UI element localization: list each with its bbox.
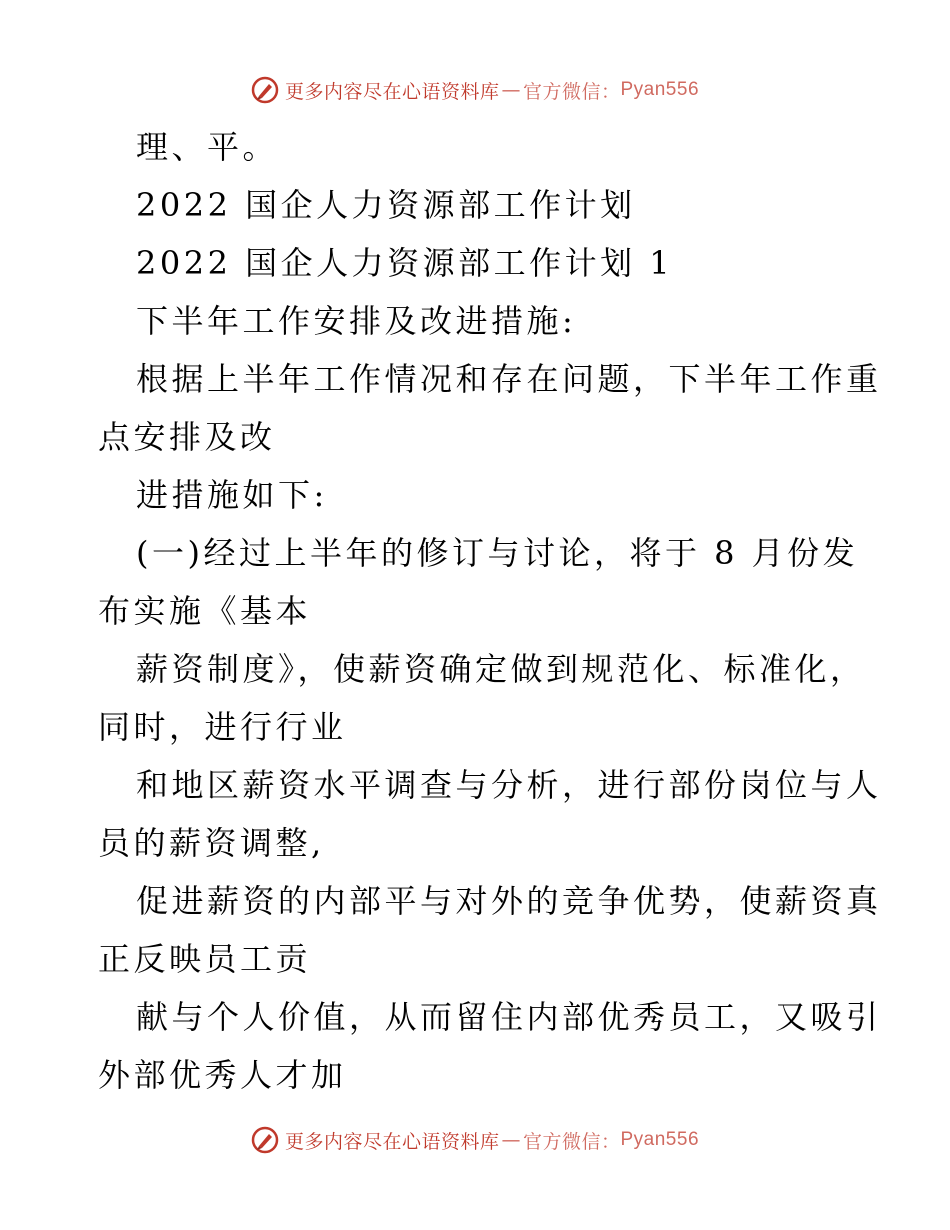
text-line-10: 薪资制度》，使薪资确定做到规范化、标准化， bbox=[136, 650, 866, 688]
text-line-6: 点安排及改 bbox=[98, 418, 276, 456]
text-line-4: 下半年工作安排及改进措施: bbox=[136, 302, 577, 340]
text-line-11: 同时，进行行业 bbox=[98, 708, 347, 746]
document-body bbox=[98, 118, 882, 1104]
watermark-wechat-label: 官方微信： bbox=[522, 80, 621, 103]
watermark-site-name: 更多内容尽在心语资料库 bbox=[284, 1130, 500, 1153]
watermark-wechat-label: 官方微信： bbox=[522, 1130, 621, 1153]
pen-logo-icon bbox=[251, 1126, 279, 1154]
footer-watermark bbox=[0, 1120, 950, 1160]
text-line-8: (一)经过上半年的修订与讨论，将于 8 月份发 bbox=[136, 534, 859, 572]
text-line-3: 2022 国企人力资源部工作计划 1 bbox=[136, 244, 674, 282]
text-line-7: 进措施如下: bbox=[136, 476, 328, 514]
text-line-5: 根据上半年工作情况和存在问题，下半年工作重 bbox=[136, 360, 882, 398]
text-line-17: 外部优秀人才加 bbox=[98, 1056, 347, 1094]
header-watermark bbox=[0, 70, 950, 110]
watermark-dash: — bbox=[501, 79, 521, 101]
watermark-wechat-id: Pyan556 bbox=[620, 1129, 700, 1150]
text-line-15: 正反映员工贡 bbox=[98, 940, 312, 978]
pen-logo-icon bbox=[251, 76, 279, 104]
text-line-12: 和地区薪资水平调查与分析，进行部份岗位与人 bbox=[136, 766, 882, 804]
text-line-2: 2022 国企人力资源部工作计划 bbox=[136, 186, 636, 224]
text-line-9: 布实施《基本 bbox=[98, 592, 312, 630]
text-line-13: 员的薪资调整, bbox=[98, 824, 325, 862]
watermark-dash: — bbox=[501, 1129, 521, 1151]
text-line-1: 理、平。 bbox=[136, 128, 279, 166]
watermark-site-name: 更多内容尽在心语资料库 bbox=[284, 80, 500, 103]
watermark-wechat-id: Pyan556 bbox=[620, 79, 700, 100]
text-line-16: 献与个人价值，从而留住内部优秀员工，又吸引 bbox=[136, 998, 882, 1036]
text-line-14: 促进薪资的内部平与对外的竞争优势，使薪资真 bbox=[136, 882, 882, 920]
